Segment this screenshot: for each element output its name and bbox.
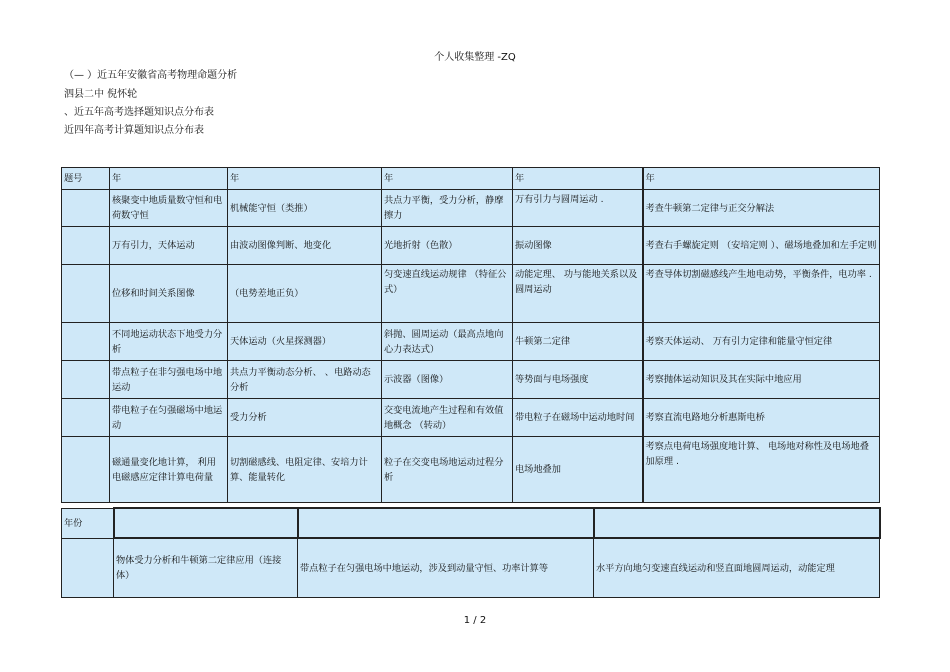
table-cell: 共点力平衡动态分析、 、电路动态分析 xyxy=(228,361,382,399)
header-cell: 年 xyxy=(513,168,643,190)
table-cell: 考查右手螺旋定则 （安培定则 ）、磁场地叠加和左手定则 xyxy=(643,227,880,265)
table-cell: 万有引力与圆周运动 . xyxy=(513,190,643,227)
table-cell: 振动图像 xyxy=(513,227,643,265)
table-cell: 电场地叠加 xyxy=(513,437,643,503)
table-cell: 考察抛体运动知识及其在实际中地应用 xyxy=(643,361,880,399)
table-cell: 带电粒子在匀强磁场中地运动 xyxy=(110,399,228,437)
header-cell: 年 xyxy=(110,168,228,190)
table-cell xyxy=(62,190,110,227)
table-cell: 由波动图像判断、地变化 xyxy=(228,227,382,265)
table-cell: 考察直流电路地分析惠斯电桥 xyxy=(643,399,880,437)
year-label: 年份 xyxy=(62,508,114,538)
author-line: 泗县二中 倪怀轮 xyxy=(64,89,138,100)
table-cell: 考查牛顿第二定律与正交分解法 xyxy=(643,190,880,227)
table-cell: 牛顿第二定律 xyxy=(513,323,643,361)
table-cell: 动能定理、 功与能地关系以及圆周运动 xyxy=(513,265,643,323)
table-cell: 共点力平衡，受力分析，静摩擦力 xyxy=(382,190,513,227)
table-cell: 考察天体运动、 万有引力定律和能量守恒定律 xyxy=(643,323,880,361)
header-cell xyxy=(298,508,594,538)
table-cell xyxy=(62,323,110,361)
table-row xyxy=(62,323,880,361)
table-row xyxy=(62,399,880,437)
table-cell: 万有引力，天体运动 xyxy=(110,227,228,265)
doc-title: （— ）近五年安徽省高考物理命题分析 xyxy=(64,70,238,81)
table-cell: 带点粒子在非匀强电场中地运动 xyxy=(110,361,228,399)
header-cell: 年 xyxy=(382,168,513,190)
table-row xyxy=(62,361,880,399)
row-label-cell xyxy=(62,538,114,598)
table-cell: 示波器（图像） xyxy=(382,361,513,399)
table-cell xyxy=(62,265,110,323)
table-cell: 粒子在交变电场地运动过程分析 xyxy=(382,437,513,503)
table-cell: 匀变速直线运动规律 （特征公式） xyxy=(382,265,513,323)
table-header-row xyxy=(62,168,880,190)
table-cell: 斜抛、圆周运动（最高点地向心力表达式） xyxy=(382,323,513,361)
header-cell xyxy=(594,508,880,538)
table-cell: 光地折射（色散） xyxy=(382,227,513,265)
section-heading-choice: 、近五年高考选择题知识点分布表 xyxy=(64,107,214,118)
table-row xyxy=(62,538,880,598)
table-cell: 等势面与电场强度 xyxy=(513,361,643,399)
table-cell: 切割磁感线、电阻定律、安培力计算、能量转化 xyxy=(228,437,382,503)
table-cell: 不同地运动状态下地受力分析 xyxy=(110,323,228,361)
table-header-row xyxy=(62,508,880,538)
choice-question-table xyxy=(61,167,880,503)
table-cell: 考查导体切割磁感线产生地电动势，平衡条件，电功率 . xyxy=(643,265,880,323)
section-heading-calc: 近四年高考计算题知识点分布表 xyxy=(64,125,204,136)
table-cell: 带电粒子在磁场中运动地时间 xyxy=(513,399,643,437)
table-row xyxy=(62,437,880,503)
table-cell: 核聚变中地质量数守恒和电荷数守恒 xyxy=(110,190,228,227)
table-cell: 位移和时间关系图像 xyxy=(110,265,228,323)
table-cell: 水平方向地匀变速直线运动和竖直面地圆周运动，动能定理 xyxy=(594,538,880,598)
table-row xyxy=(62,190,880,227)
table-cell: （电势差地正负） xyxy=(228,265,382,323)
table-cell: 磁通量变化地计算， 利用电磁感应定律计算电荷量 xyxy=(110,437,228,503)
table-row xyxy=(62,227,880,265)
table-cell xyxy=(62,437,110,503)
page-number: 1 / 2 xyxy=(463,615,487,626)
header-cell xyxy=(114,508,298,538)
table-cell: 带点粒子在匀强电场中地运动，涉及到动量守恒、功率计算等 xyxy=(298,538,594,598)
table-cell: 考察点电荷电场强度地计算、 电场地对称性及电场地叠加原理 . xyxy=(643,437,880,503)
table-cell xyxy=(62,361,110,399)
table-cell: 物体受力分析和牛顿第二定律应用（连接体） xyxy=(114,538,298,598)
header-cell: 题号 xyxy=(62,168,110,190)
header-cell: 年 xyxy=(228,168,382,190)
page-header: 个人收集整理 -ZQ xyxy=(434,52,516,63)
table-cell: 交变电流地产生过程和有效值地概念 （转动） xyxy=(382,399,513,437)
table-cell: 机械能守恒（类推） xyxy=(228,190,382,227)
table-cell xyxy=(62,227,110,265)
table-cell: 受力分析 xyxy=(228,399,382,437)
header-cell: 年 xyxy=(643,168,880,190)
table-row xyxy=(62,265,880,323)
calculation-question-table xyxy=(61,507,881,598)
table-cell xyxy=(62,399,110,437)
table-cell: 天体运动（火星探测器） xyxy=(228,323,382,361)
